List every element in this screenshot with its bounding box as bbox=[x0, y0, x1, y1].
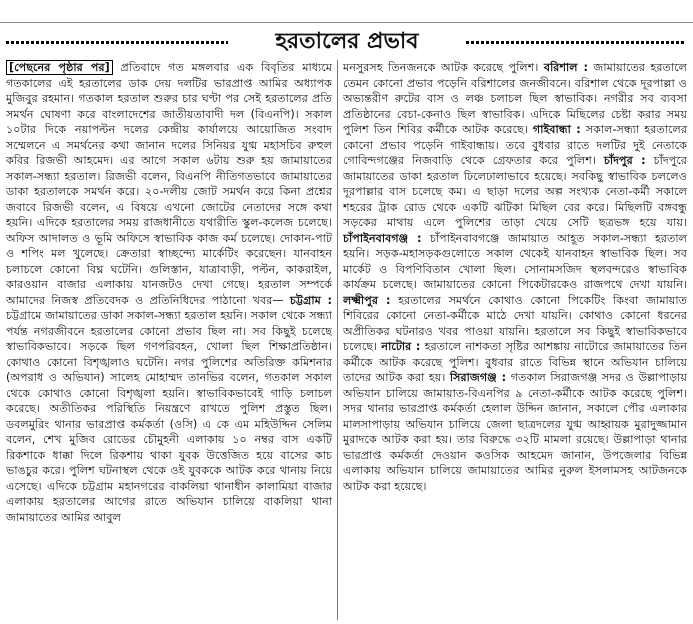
right-column-text bbox=[343, 60, 687, 494]
column-divider bbox=[337, 60, 338, 620]
gaibandha-report: সকাল-সন্ধ্যা হরতালের কোনো প্রভাব পড়েনি গাইবান্ধায়। তবে বুধবার রাতে দলটির দুই নেতাকে গোবিন্দগঞ্জের নিজবাড়ি থেকে গ্রেফতার করে পুলিশ। bbox=[343, 123, 687, 167]
headline-rule-right bbox=[466, 41, 686, 44]
left-column-text bbox=[6, 60, 332, 525]
chattogram-report: চট্টগ্রামে জামায়াতের ডাকা সকাল-সন্ধ্যা হরতাল হয়নি। সকাল থেকে সন্ধ্যা পর্যন্ত নগরজীবনে হরতালের কোনো প্রভাব ছিল না। সব কিছুই চলেছে স্বাভাবিকভাবে। সড়কে ছিল গণপরিবহন, খোলা ছিল শিক্ষাপ্রতিষ্ঠান। কোথাও কোনো বিশৃঙ্খলাও ঘটেনি। নগর পুলিশের অতিরিক্ত কমিশনার (অপরাধ ও অভিযান) সালেহ মোহাম্মদ তানভির বলেন, গতকাল সকাল থেকে কোথাও কোনো বিশৃঙ্খলা হয়নি। স্বাভাবিকভাবেই গাড়ি চলাচল করেছে। অতীতিকর পরিস্থিতি নিয়ন্ত্রণে রাখতে পুলিশ প্রস্তুত ছিল। ডবলমুরিং থানার ভারপ্রাপ্ত কর্মকর্তা (ওসি) এ কে এম মহিউদ্দিন সেলিম বলেন, শেখ মুজিব রোডের চৌমুহনী এলাকায় ১০ নম্বর বাস একটি রিকশাকে ধাক্কা দিলে রিকশায় থাকা যুবক উত্তেজিত হয়ে বাসের কাচ ভাঙচুর করে। পুলিশ ঘটনাস্থল থেকে ওই যুবককে আটক করে থানায় নিয়ে এসেছে। এদিকে চট্টগ্রাম মহানগরের বাকলিয়া থানাধীন কালামিয়া বাজার এলাকায় হরতালের আগের রাতে অভিযান চালিয়ে বাকলিয়া থানা জামায়াতের আমির আবুল bbox=[6, 309, 332, 524]
left-column bbox=[6, 60, 332, 622]
right-column bbox=[343, 60, 687, 622]
sirajganj-report: গতকাল সিরাজগঞ্জ সদর ও উল্লাপাড়ায় অভিযান চালিয়ে জামায়াত-বিএনপির ৯ নেতা-কর্মীকে আটক করেছে পুলিশ। সদর থানার ভারপ্রাপ্ত কর্মকর্তা হেলাল উদ্দিন জানান, সকালে পৌর এলাকার মালসাপাড়ায় অভিযান চালিয়ে জেলা ছাত্রদলের যুগ্ম আহ্বায়ক মুরাদুজ্জামান মুরাদকে আটক করা হয়। তার বিরুদ্ধে ৩২টি মামলা রয়েছে। উল্লাপাড়া থানার ভারপ্রাপ্ত কর্মকর্তা দেওয়ান কওসিক আহমেদ জানান, উপজেলার বিভিন্ন এলাকায় অভিযান চালিয়ে জামায়াতের আমির নুরুল ইসলামসহ আটজনকে আটক করা হয়েছে। bbox=[343, 371, 687, 493]
dateline-chapainawabganj: চাঁপাইনবাবগঞ্জ : bbox=[343, 231, 422, 245]
dateline-natore: নাটোর : bbox=[381, 340, 421, 353]
chapainawabganj-report: চাঁপাইনবাবগঞ্জে জামায়াত আহূত সকাল-সন্ধ্যা হরতাল হয়নি। সড়ক-মহাসড়কগুলোতে সকাল থেকেই যানবাহন স্বাভাবিক ছিল। সব মার্কেট ও বিপণিবিতান খোলা ছিল। সোনামসজিদ স্থলবন্দরেও স্বাভাবিক কার্যক্রম চলেছে। জামায়াতের কোনো পিকেটারকেও রাজপথে দেখা যায়নি। bbox=[343, 231, 687, 291]
dateline-gaibandha: গাইবান্ধা : bbox=[532, 123, 581, 136]
article-headline: হরতালের প্রভাব bbox=[275, 28, 419, 54]
dateline-lakshmipur: লক্ষ্মীপুর : bbox=[343, 293, 391, 307]
headline-rule-left bbox=[6, 41, 228, 44]
continuation-tag: [পেছনের পৃষ্ঠার পর] bbox=[6, 60, 113, 75]
headline-bar bbox=[0, 26, 693, 56]
previous-article-strip bbox=[0, 0, 693, 23]
intro-paragraph: প্রতিবাদে গত মঙ্গলবার এক বিবৃতির মাধ্যমে গতকালের এই হরতালের ডাক দেয় দলটির ভারপ্রাপ্ত আমির অধ্যাপক মুজিবুর রহমান। গতকাল হরতাল শুরুর চার ঘণ্টা পর সেই হরতালের প্রতি সমর্থন ঘোষণা করে বাংলাদেশের জাতীয়তাবাদী দল (বিএনপি)। সকাল ১০টার দিকে নয়াপল্টন দলের কেন্দ্রীয় কার্যালয়ে আয়োজিত সংবাদ সম্মেলনে এ সমর্থনের কথা জানান দলের সিনিয়র যুগ্ম মহাসচিব রুহুল কবির রিজভী আহমেদ। এর আগে সকাল ৬টায় শুরু হয় জামায়াতের সকাল-সন্ধ্যা হরতাল। রিজভী বলেন, বিএনপি নীতিগতভাবে জামায়াতের ডাকা হরতালকে সমর্থন করে। ২০-দলীয় জোট সমর্থন করে কিনা প্রশ্নের জবাবে রিজভী বলেন, এ বিষয়ে এখনো জোটের নেতাদের সঙ্গে কথা হয়নি। এদিকে হরতালের সময় রাজধানীতে যথারীতি স্কুল-কলেজ চলেছে। অফিস আদালত ও ভূমি অফিসে স্বাভাবিক কাজ কর্ম চলেছে। দোকান-পাট ও শপিং মল খুলেছে। ক্রেতারা স্বাচ্ছন্দ্যে মার্কেটিং করেছেন। যানবাহন চলাচলে কোনো বিঘ্ন ঘটেনি। গুলিস্তান, যাত্রাবাড়ী, পল্টন, কাকরাইল, কারওয়ান বাজার এলাকায় যানজটও দেখা গেছে। হরতাল সম্পর্কে আমাদের নিজস্ব প্রতিবেদক ও প্রতিনিধিদের পাঠানো খবর— bbox=[6, 61, 332, 307]
chandpur-report: চাঁদপুরে জামায়াতের ডাকা হরতাল ঢিলেঢালাভাবে হয়েছে। সবকিছু স্বাভাবিক চললেও দূরপাল্লার বাস চলেছে কম। এ ছাড়া দলের অল্প সংখ্যক নেতা-কর্মী সকালে শহরের ট্রাক রোড থেকে একটি ঝটিকা মিছিল বের করে। মিছিলটি বঙ্গবন্ধু সড়কের মাথায় এলে পুলিশের তাড়া খেয়ে সেটি ছত্রভঙ্গ হয়ে যায়। bbox=[343, 154, 687, 229]
dateline-chandpur: চাঁদপুর : bbox=[603, 154, 646, 167]
dateline-chattogram: চট্টগ্রাম : bbox=[289, 293, 332, 307]
dateline-barishal: বরিশাল : bbox=[543, 61, 588, 74]
lakshmipur-report: হরতালের সমর্থনে কোথাও কোনো পিকেটিং কিংবা জামায়াত শিবিরের কোনো নেতা-কর্মীকে মাঠে দেখা যায়নি। কোথাও কোনো ধরনের অপ্রীতিকর ঘটনারও খবর পাওয়া যায়নি। হরতালে সব কিছুই স্বাভাবিকভাবে চলেছে। bbox=[343, 293, 687, 353]
continued-sentence: মনসুরসহ তিনজনকে আটক করেছে পুলিশ। bbox=[343, 61, 539, 74]
barishal-report: জামায়াতের হরতালে তেমন কোনো প্রভাব পড়েনি বরিশালের জনজীবনে। বরিশাল থেকে দূরপাল্লা ও অভ্যন্তরীণ রুটের বাস ও লঞ্চ চলাচল ছিল স্বাভাবিক। নগরীর সব ব্যবসা প্রতিষ্ঠানের বেচা-কেনাও ছিল স্বাভাবিক। এদিকে মিছিলের চেষ্টা করার সময় পুলিশ তিন শিবির কর্মীকে আটক করেছে। bbox=[343, 61, 687, 136]
natore-report: হরতালে নাশকতা সৃষ্টির আশঙ্কায় নাটোরে জামায়াতের তিন কর্মীকে আটক করেছে পুলিশ। বুধবার রাতে বিভিন্ন স্থানে অভিযান চালিয়ে তাদের আটক করা হয়। bbox=[343, 340, 687, 384]
dateline-sirajganj: সিরাজগঞ্জ : bbox=[449, 371, 507, 384]
